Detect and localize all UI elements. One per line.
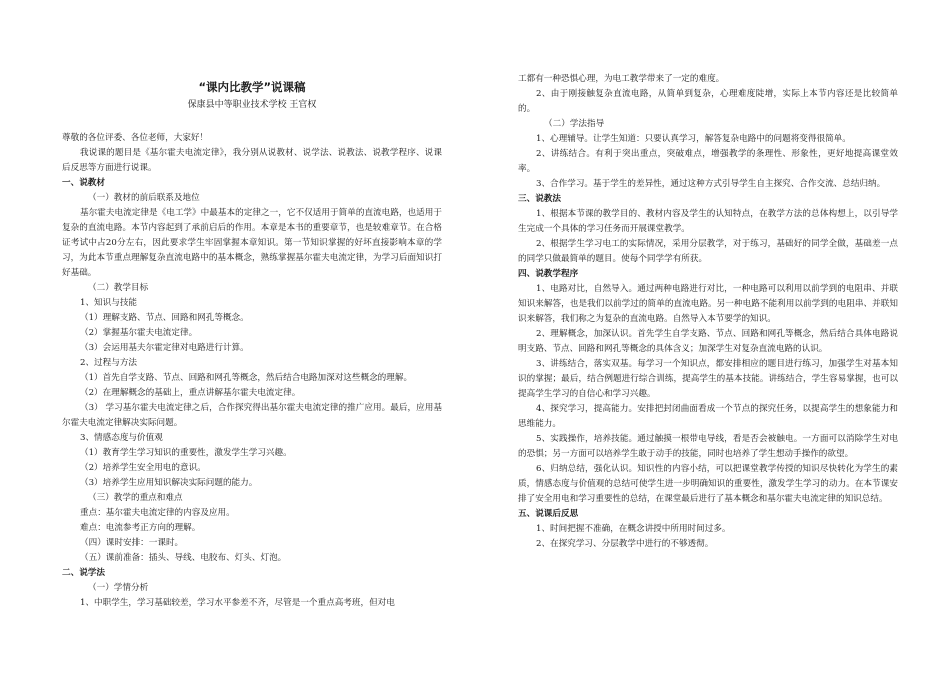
paragraph: 2、根据学生学习电工的实际情况，采用分层教学，对于练习，基础好的同学全做，基础差一点的同学只做最简单的题目。使每个同学学有所获。 [518, 239, 898, 264]
paragraph: 工都有一种恐惧心理，为电工教学带来了一定的难度。 [518, 74, 725, 84]
document-title: “课内比教学”说课稿 [198, 80, 306, 94]
paragraph: （一）学情分析 [88, 583, 149, 593]
section-heading: 二、说学法 [62, 568, 105, 578]
paragraph: 6、归纳总结，强化认识。知识性的内容小结，可以把课堂教学传授的知识尽快转化为学生的素质，情感态度与价值观的总结可使学生进一步明确知识的重要性，激发学生学习的动力。在本节课安排了安全用电和学习重要性的总结，在课堂最后进行了基本概念和基尔霍夫电流定律的知识总结。 [518, 464, 898, 504]
paragraph: （五）课前准备：插头、导线、电胶布、灯头、灯泡。 [80, 553, 287, 563]
paragraph: 1、中职学生，学习基础较差，学习水平参差不齐，尽管是一个重点高考班，但对电 [80, 598, 395, 608]
paragraph: （3）培养学生应用知识解决实际问题的能力。 [80, 478, 258, 488]
paragraph: （1）首先自学支路、节点、回路和网孔等概念，然后结合电路加深对这些概念的理解。 [80, 373, 413, 383]
paragraph: 1、时间把握不准确，在概念讲授中所用时间过多。 [536, 524, 731, 534]
paragraph: 难点：电流参考正方向的理解。 [80, 523, 201, 533]
section-heading: 四、说教学程序 [518, 269, 579, 279]
paragraph: 2、讲练结合。有利于突出重点，突破难点，增强教学的条理性、形象性，更好地提高课堂效率。 [518, 149, 898, 174]
paragraph: 重点：基尔霍夫电流定律的内容及应用。 [80, 508, 235, 518]
left-body [62, 131, 442, 611]
paragraph: 2、理解概念，加深认识。首先学生自学支路、节点、回路和网孔等概念，然后结合具体电路说明支路、节点、回路和网孔等概念的具体含义；加深学生对复杂直流电路的认识。 [518, 329, 898, 354]
paragraph: 1、心理辅导。让学生知道：只要认真学习，解答复杂电路中的问题将变得很简单。 [536, 134, 851, 144]
paragraph: （2）在理解概念的基础上，重点讲解基尔霍夫电流定律。 [80, 388, 301, 398]
paragraph: 4、探究学习，提高能力。安排把封闭曲面看成一个节点的探究任务，以提高学生的想象能力和思维能力。 [518, 404, 898, 429]
paragraph: 3、情感态度与价值观 [80, 433, 163, 443]
paragraph: 3、合作学习。基于学生的差异性，通过这种方式引导学生自主探究、合作交流、总结归纳。 [536, 179, 886, 189]
section-heading: 一、说教材 [62, 178, 105, 188]
paragraph: 2、过程与方法 [80, 358, 138, 368]
paragraph: 2、在探究学习、分层教学中进行的不够透彻。 [536, 539, 714, 549]
author-line: 保康县中等职业技术学校 王官权 [187, 100, 317, 110]
section-heading: 五、说课后反思 [518, 509, 579, 519]
right-column [518, 72, 898, 552]
paragraph: 基尔霍夫电流定律是《电工学》中最基本的定律之一，它不仅适用于简单的直流电路，也适用于复杂的直流电路。本节内容起到了承前启后的作用。本章是本书的重要章节，也是较难章节。在合格证考试中占20分左右，因此要求学生牢固掌握本章知识。第一节知识掌握的好坏直接影响本章的学习，为此本节重点理解复杂直流电路中的基本概念，熟练掌握基尔霍夫电流定律，为学习后面知识打好基础。 [62, 208, 442, 278]
paragraph: （2）掌握基尔霍夫电流定律。 [80, 328, 198, 338]
paragraph: 1、根据本节课的教学目的、教材内容及学生的认知特点，在教学方法的总体构想上，以引导学生完成一个具体的学习任务而开展课堂教学。 [518, 209, 898, 234]
paragraph: （二）学法指导 [544, 119, 605, 129]
paragraph: （一）教材的前后联系及地位 [88, 193, 200, 203]
paragraph: 我说课的题目是《基尔霍夫电流定律》，我分别从说教材、说学法、说教法、说教学程序、说课后反思等方面进行说课。 [62, 148, 442, 173]
paragraph: （三）教学的重点和难点 [88, 493, 183, 503]
paragraph: 2、由于刚接触复杂直流电路，从简单到复杂，心理难度陡增，实际上本节内容还是比较简单的。 [518, 89, 898, 114]
paragraph: 3、讲练结合，落实双基。每学习一个知识点，都安排相应的题目进行练习，加强学生对基本知识的掌握；最后，结合例题进行综合训练，提高学生的基本技能。讲练结合，学生容易掌握，也可以提高学生学习的自信心和学习兴趣。 [518, 359, 898, 399]
paragraph: 5、实践操作，培养技能。通过触摸一根带电导线，看是否会被触电。一方面可以消除学生对电的恐惧；另一方面可以培养学生敢于动手的技能，同时也培养了学生想动手操作的欲望。 [518, 434, 898, 459]
paragraph: 尊敬的各位评委、各位老师，大家好！ [62, 133, 209, 143]
paragraph: 1、电路对比，自然导入。通过两种电路进行对比，一种电路可以利用以前学到的电阻串、并联知识来解答，也是我们以前学过的简单的直流电路。另一种电路不能利用以前学到的电阻串、并联知识来解答，我们称之为复杂的直流电路。自然导入本节要学的知识。 [518, 284, 898, 324]
paragraph: 1、知识与技能 [80, 298, 138, 308]
paragraph: （四）课时安排：一课时。 [80, 538, 184, 548]
paragraph: （3）会运用基夫尔霍定律对电路进行计算。 [80, 343, 249, 353]
paragraph: （3） 学习基尔霍夫电流定律之后，合作探究得出基尔霍夫电流定律的推广应用。最后，应用基尔霍夫电流定律解决实际问题。 [62, 403, 442, 428]
paragraph: （1）教育学生学习知识的重要性，激发学生学习兴趣。 [80, 448, 292, 458]
right-body [518, 72, 898, 552]
paragraph: （1）理解支路、节点、回路和网孔等概念。 [80, 313, 249, 323]
left-column [62, 80, 442, 611]
paragraph: （2）培养学生安全用电的意识。 [80, 463, 206, 473]
section-heading: 三、说教法 [518, 194, 561, 204]
paragraph: （二）教学目标 [88, 283, 149, 293]
